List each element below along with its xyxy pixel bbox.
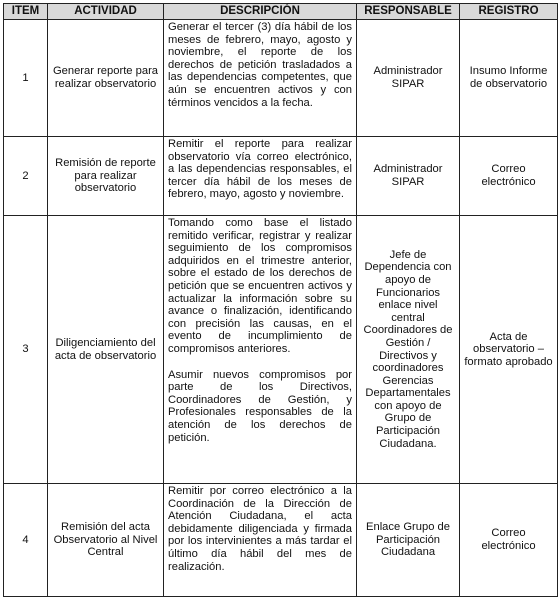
table-row xyxy=(4,137,558,216)
actividad-cell: Remisión de reporte para realizar observatorio xyxy=(48,137,164,216)
actividad-cell: Remisión del acta Observatorio al Nivel Central xyxy=(48,484,164,597)
responsable-cell: Administrador SIPAR xyxy=(357,137,460,216)
descripcion-text: Generar el tercer (3) día hábil de los meses de febrero, mayo, agosto y noviembre, el reporte de los derechos de petición trasladados a las dependencias competentes, que aún se encuentren activos y con términos vencidos a la fecha. xyxy=(168,21,352,109)
registro-cell: Correo electrónico xyxy=(460,137,558,216)
responsable-cell: Jefe de Dependencia con apoyo de Funcionarios enlace nivel central Coordinadores de Gestión / Directivos y coordinadores Gerencias Departamentales con apoyo de Grupo de Participación Ciudadana. xyxy=(357,216,460,484)
item-cell: 3 xyxy=(4,216,48,484)
header-descripcion: DESCRIPCIÓN xyxy=(164,4,357,20)
header-responsable: RESPONSABLE xyxy=(357,4,460,20)
actividad-cell: Generar reporte para realizar observatorio xyxy=(48,20,164,137)
item-cell: 1 xyxy=(4,20,48,137)
header-row xyxy=(4,4,558,20)
table-row xyxy=(4,484,558,597)
descripcion-cell xyxy=(164,216,357,484)
activities-table xyxy=(3,3,558,597)
header-registro: REGISTRO xyxy=(460,4,558,20)
responsable-cell: Enlace Grupo de Participación Ciudadana xyxy=(357,484,460,597)
descripcion-cell xyxy=(164,137,357,216)
table-row xyxy=(4,20,558,137)
registro-cell: Correo electrónico xyxy=(460,484,558,597)
registro-cell: Acta de observatorio – formato aprobado xyxy=(460,216,558,484)
descripcion-text: Asumir nuevos compromisos por parte de los Directivos, Coordinadores de Gestión, y Profesionales responsables de la atención de los derechos de petición. xyxy=(168,368,352,444)
responsable-cell: Administrador SIPAR xyxy=(357,20,460,137)
table-row xyxy=(4,216,558,484)
descripcion-cell xyxy=(164,20,357,137)
descripcion-cell xyxy=(164,484,357,597)
descripcion-text: Remitir por correo electrónico a la Coordinación de la Dirección de Atención Ciudadana, el acta debidamente diligenciada y firmada por los intervinientes a más tardar el último día hábil del mes de realización. xyxy=(168,485,352,573)
header-item: ITEM xyxy=(4,4,48,20)
header-actividad: ACTIVIDAD xyxy=(48,4,164,20)
registro-cell: Insumo Informe de observatorio xyxy=(460,20,558,137)
descripcion-text: Remitir el reporte para realizar observatorio vía correo electrónico, a las dependencias responsables, el tercer día hábil de los meses de febrero, mayo, agosto y noviembre. xyxy=(168,138,352,201)
item-cell: 4 xyxy=(4,484,48,597)
actividad-cell: Diligenciamiento del acta de observatorio xyxy=(48,216,164,484)
item-cell: 2 xyxy=(4,137,48,216)
descripcion-text: Tomando como base el listado remitido verificar, registrar y realizar seguimiento de los compromisos adquiridos en el trimestre anterior, sobre el estado de los derechos de petición que se encuentren activos y actualizar la información sobre su avance o finalización, identificando con precisión las causas, en el evento de incumplimiento de compromisos anteriores. xyxy=(168,217,352,355)
